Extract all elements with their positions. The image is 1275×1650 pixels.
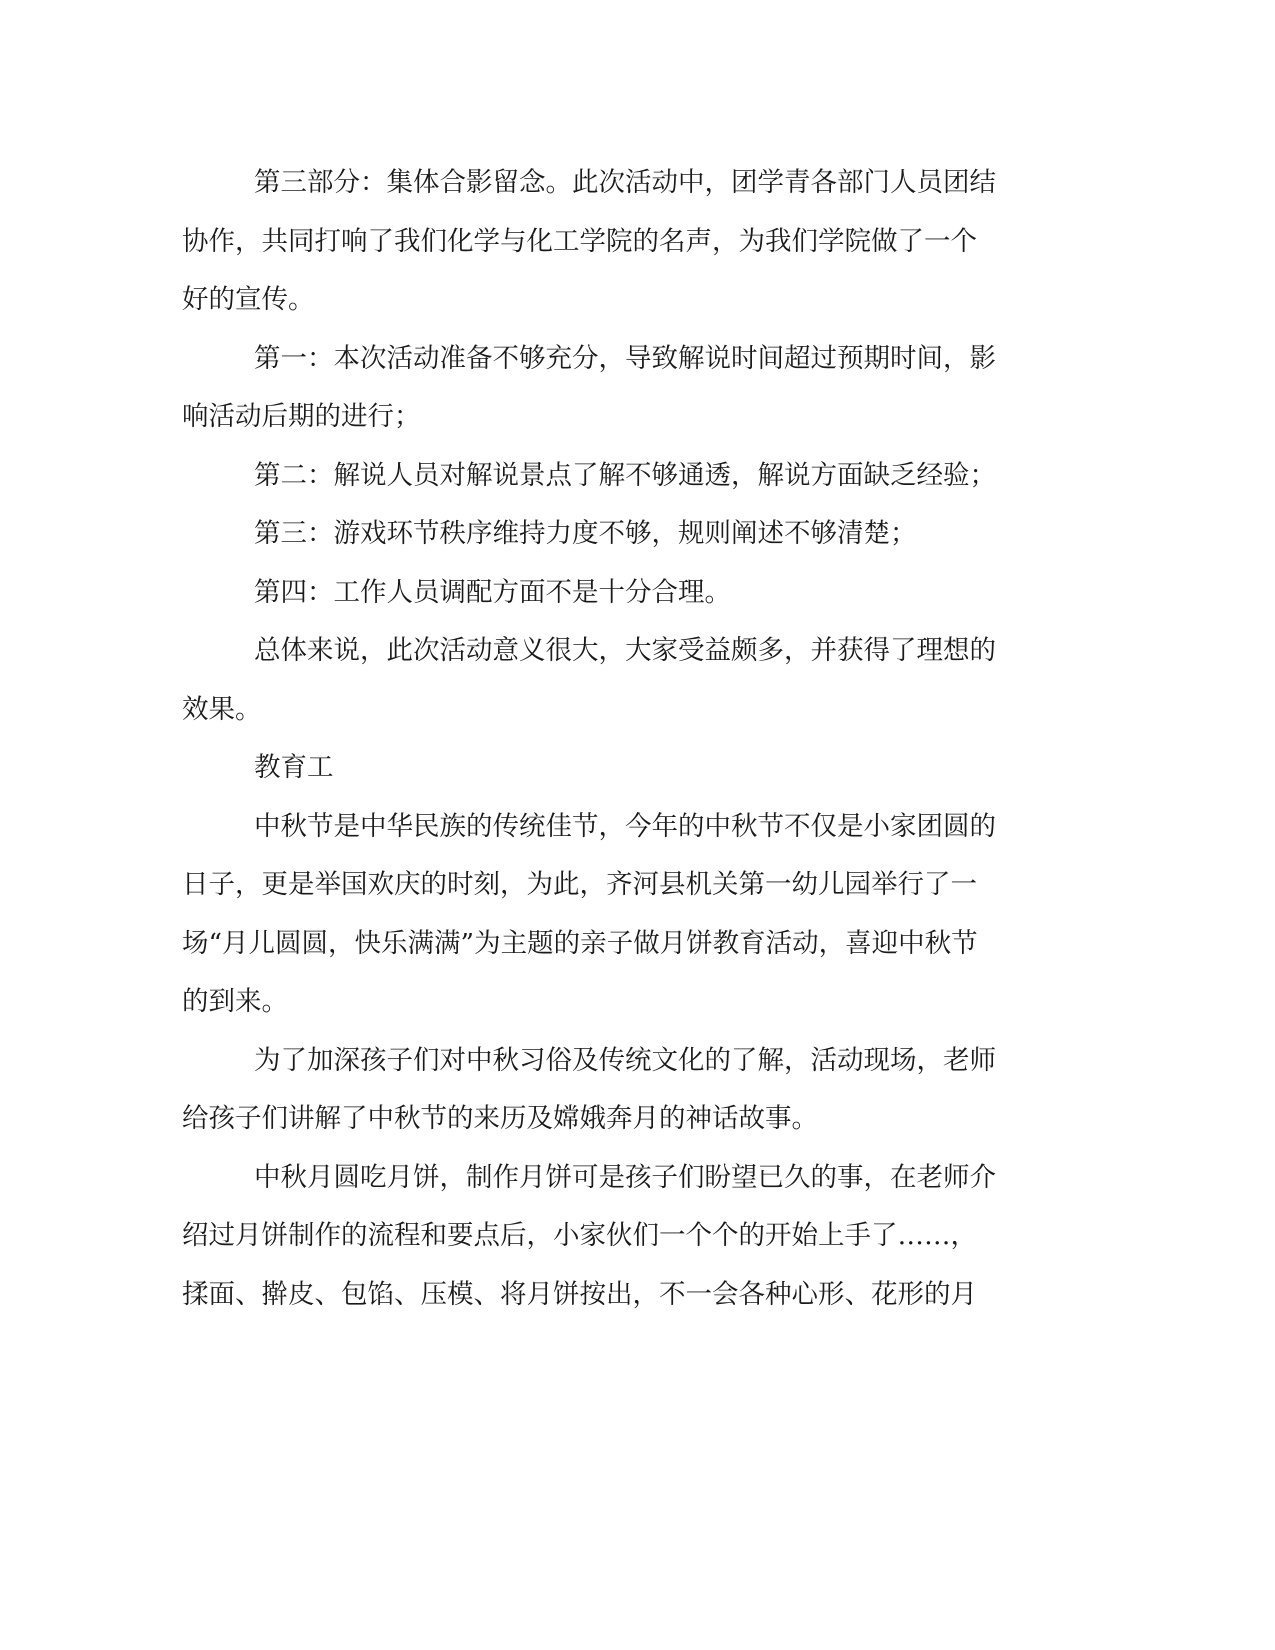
paragraph-line: 协作，共同打响了我们化学与化工学院的名声，为我们学院做了一个 — [182, 225, 977, 257]
paragraph-line: 总体来说，此次活动意义很大，大家受益颇多，并获得了理想的 — [254, 635, 996, 666]
paragraph-line: 响活动后期的进行； — [182, 401, 421, 432]
section-heading: 教育工 — [254, 752, 334, 783]
paragraph-line: 好的宣传。 — [182, 284, 315, 315]
document-body — [182, 154, 1032, 1324]
paragraph-line: 的到来。 — [182, 986, 288, 1017]
paragraph-line: 第三部分：集体合影留念。此次活动中，团学青各部门人员团结 — [254, 167, 996, 198]
paragraph-line: 为了加深孩子们对中秋习俗及传统文化的了解，活动现场，老师 — [254, 1044, 996, 1076]
paragraph-line: 绍过月饼制作的流程和要点后，小家伙们一个个的开始上手了……， — [182, 1220, 977, 1251]
paragraph-line: 第二：解说人员对解说景点了解不够通透，解说方面缺乏经验； — [254, 459, 996, 491]
paragraph-line: 第一：本次活动准备不够充分，导致解说时间超过预期时间，影 — [254, 342, 996, 374]
paragraph-line: 第三：游戏环节秩序维持力度不够，规则阐述不够清楚； — [254, 518, 917, 549]
paragraph-line: 揉面、擀皮、包馅、压模、将月饼按出，不一会各种心形、花形的月 — [182, 1278, 977, 1310]
paragraph-line: 第四：工作人员调配方面不是十分合理。 — [254, 576, 731, 608]
paragraph-line: 场“月儿圆圆，快乐满满”为主题的亲子做月饼教育活动，喜迎中秋节 — [182, 927, 978, 959]
paragraph-line: 给孩子们讲解了中秋节的来历及嫦娥奔月的神话故事。 — [182, 1103, 818, 1134]
paragraph-line: 中秋月圆吃月饼，制作月饼可是孩子们盼望已久的事，在老师介 — [254, 1161, 996, 1193]
paragraph-line: 效果。 — [182, 693, 262, 725]
paragraph-line: 日子，更是举国欢庆的时刻，为此，齐河县机关第一幼儿园举行了一 — [182, 869, 977, 900]
paragraph-line: 中秋节是中华民族的传统佳节，今年的中秋节不仅是小家团圆的 — [254, 810, 996, 842]
